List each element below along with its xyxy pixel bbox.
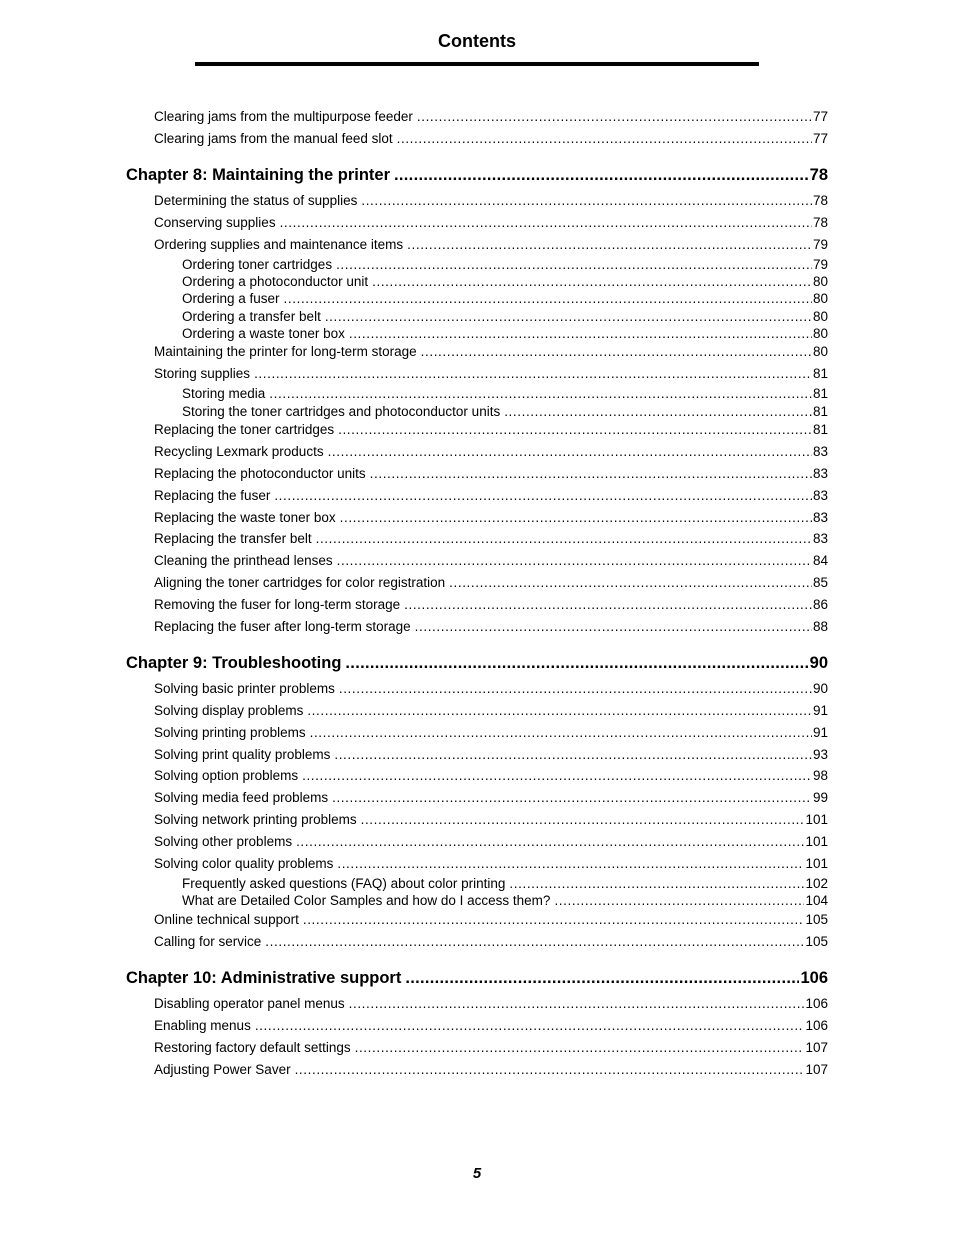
toc-chapter-entry[interactable] — [126, 970, 828, 987]
toc-entry-page: 101 — [805, 856, 828, 871]
dot-leader — [394, 167, 809, 184]
toc-entry[interactable] — [154, 467, 828, 481]
toc-entry[interactable] — [154, 791, 828, 805]
toc-entry-page: 106 — [805, 996, 828, 1011]
toc-entry-title: Solving basic printer problems — [154, 681, 335, 696]
toc-subentry-title: Ordering toner cartridges — [182, 257, 333, 272]
toc-subentry-title: Ordering a transfer belt — [182, 309, 321, 324]
toc-entry-title: Replacing the toner cartridges — [154, 422, 335, 437]
dot-leader — [254, 367, 812, 381]
dot-leader — [509, 877, 804, 891]
toc-entry-title: Solving print quality problems — [154, 747, 331, 762]
toc-entry-page: 90 — [812, 681, 828, 696]
toc-entry-page: 105 — [805, 912, 828, 927]
toc-entry[interactable] — [154, 238, 828, 252]
toc-entry-title: Clearing jams from the manual feed slot — [154, 131, 393, 146]
toc-subentry[interactable] — [182, 387, 828, 401]
toc-entry-title: Adjusting Power Saver — [154, 1062, 291, 1077]
toc-entry-title: Cleaning the printhead lenses — [154, 553, 333, 568]
toc-subentry-page: 80 — [812, 291, 828, 306]
toc-subentry-page: 104 — [805, 893, 828, 908]
toc-entry-title: Replacing the transfer belt — [154, 531, 312, 546]
toc-entry-page: 83 — [812, 444, 828, 459]
dot-leader — [337, 554, 812, 568]
toc-entry[interactable] — [154, 110, 828, 124]
toc-entry[interactable] — [154, 726, 828, 740]
toc-entry[interactable] — [154, 423, 828, 437]
dot-leader — [355, 1041, 805, 1055]
toc-entry[interactable] — [154, 704, 828, 718]
toc-entry-page: 81 — [812, 366, 828, 381]
dot-leader — [372, 275, 812, 289]
dot-leader — [334, 748, 812, 762]
toc-entry-title: Solving printing problems — [154, 725, 306, 740]
toc-entry[interactable] — [154, 489, 828, 503]
toc-entry-title: Solving network printing problems — [154, 812, 357, 827]
toc-entry-page: 105 — [805, 934, 828, 949]
dot-leader — [370, 467, 812, 481]
toc-entry[interactable] — [154, 813, 828, 827]
toc-chapter-page: 90 — [809, 654, 828, 672]
toc-entry[interactable] — [154, 913, 828, 927]
dot-leader — [415, 620, 812, 634]
toc-chapter-page: 106 — [800, 969, 828, 987]
toc-chapter-entry[interactable] — [126, 655, 828, 672]
dot-leader — [336, 258, 812, 272]
dot-leader — [303, 913, 805, 927]
page-title: Contents — [438, 31, 516, 51]
dot-leader — [337, 857, 804, 871]
toc-chapter-title: Chapter 8: Maintaining the printer — [126, 166, 391, 184]
toc-entry[interactable] — [154, 532, 828, 546]
toc-subentry[interactable] — [182, 258, 828, 272]
toc-chapter-entry[interactable] — [126, 167, 828, 184]
toc-subentry-title: Storing the toner cartridges and photoconductor units — [182, 404, 501, 419]
toc-entry-page: 81 — [812, 422, 828, 437]
dot-leader — [316, 532, 812, 546]
dot-leader — [449, 576, 812, 590]
toc-entry-page: 98 — [812, 768, 828, 783]
dot-leader — [504, 405, 812, 419]
dot-leader — [404, 598, 812, 612]
toc-subentry-page: 80 — [812, 309, 828, 324]
toc-subentry-title: Ordering a waste toner box — [182, 326, 345, 341]
toc-subentry-title: Ordering a fuser — [182, 291, 280, 306]
toc-entry[interactable] — [154, 511, 828, 525]
toc-subentry-page: 102 — [805, 876, 828, 891]
toc-entry[interactable] — [154, 367, 828, 381]
dot-leader — [417, 110, 812, 124]
dot-leader — [554, 894, 804, 908]
toc-entry[interactable] — [154, 598, 828, 612]
toc-entry[interactable] — [154, 194, 828, 208]
dot-leader — [332, 791, 812, 805]
toc-subentry-page: 81 — [812, 404, 828, 419]
toc-entry[interactable] — [154, 620, 828, 634]
toc-entry-title: Disabling operator panel menus — [154, 996, 345, 1011]
toc-entry-title: Replacing the fuser after long-term storage — [154, 619, 411, 634]
dot-leader — [421, 345, 812, 359]
toc-entry-title: Conserving supplies — [154, 215, 276, 230]
toc-subentry[interactable] — [182, 877, 828, 891]
toc-entry-title: Maintaining the printer for long-term storage — [154, 344, 417, 359]
toc-entry-page: 83 — [812, 510, 828, 525]
dot-leader — [284, 292, 812, 306]
toc-subentry-page: 80 — [812, 274, 828, 289]
toc-entry-title: Replacing the fuser — [154, 488, 271, 503]
toc-entry-page: 101 — [805, 812, 828, 827]
toc-entry-title: Ordering supplies and maintenance items — [154, 237, 404, 252]
toc-entry-page: 107 — [805, 1040, 828, 1055]
toc-entry-title: Storing supplies — [154, 366, 251, 381]
dot-leader — [296, 835, 804, 849]
toc-entry-title: Solving color quality problems — [154, 856, 334, 871]
toc-entry[interactable] — [154, 132, 828, 146]
toc-entry-title: Clearing jams from the multipurpose feeder — [154, 109, 413, 124]
toc-entry[interactable] — [154, 576, 828, 590]
dot-leader — [269, 387, 812, 401]
dot-leader — [361, 194, 812, 208]
dot-leader — [310, 726, 812, 740]
dot-leader — [338, 423, 812, 437]
toc-chapter-title: Chapter 10: Administrative support — [126, 969, 402, 987]
toc-subentry-page: 80 — [812, 326, 828, 341]
toc-chapter-page: 78 — [809, 166, 828, 184]
dot-leader — [340, 511, 812, 525]
toc-entry-title: Replacing the photoconductor units — [154, 466, 366, 481]
toc-entry-page: 83 — [812, 466, 828, 481]
dot-leader — [339, 682, 812, 696]
toc-subentry-title: Frequently asked questions (FAQ) about color printing — [182, 876, 506, 891]
toc-entry[interactable] — [154, 554, 828, 568]
toc-entry-title: Replacing the waste toner box — [154, 510, 336, 525]
toc-entry-page: 83 — [812, 531, 828, 546]
toc-subentry[interactable] — [182, 292, 828, 306]
toc-subentry[interactable] — [182, 894, 828, 908]
dot-leader — [265, 935, 804, 949]
toc-entry[interactable] — [154, 935, 828, 949]
toc-entry-page: 88 — [812, 619, 828, 634]
toc-entry-page: 91 — [812, 703, 828, 718]
dot-leader — [307, 704, 812, 718]
toc-entry-page: 85 — [812, 575, 828, 590]
toc-entry-title: Solving media feed problems — [154, 790, 329, 805]
toc-subentry[interactable] — [182, 310, 828, 324]
dot-leader — [405, 970, 799, 987]
page-number: 5 — [472, 1165, 482, 1182]
toc-subentry-title: What are Detailed Color Samples and how do I access them? — [182, 893, 551, 908]
toc-entry[interactable] — [154, 835, 828, 849]
toc-entry[interactable] — [154, 1019, 828, 1033]
toc-entry-title: Enabling menus — [154, 1018, 251, 1033]
toc-entry-page: 78 — [812, 215, 828, 230]
toc-entry-title: Restoring factory default settings — [154, 1040, 351, 1055]
toc-entry-page: 99 — [812, 790, 828, 805]
toc-subentry-title: Storing media — [182, 386, 266, 401]
toc-entry[interactable] — [154, 857, 828, 871]
toc-entry-page: 93 — [812, 747, 828, 762]
toc-entry[interactable] — [154, 1041, 828, 1055]
toc-entry[interactable] — [154, 345, 828, 359]
dot-leader — [349, 997, 805, 1011]
toc-entry-title: Solving display problems — [154, 703, 304, 718]
toc-entry-title: Online technical support — [154, 912, 299, 927]
toc-entry[interactable] — [154, 1063, 828, 1077]
dot-leader — [328, 445, 812, 459]
toc-entry[interactable] — [154, 445, 828, 459]
dot-leader — [274, 489, 812, 503]
dot-leader — [295, 1063, 805, 1077]
dot-leader — [302, 769, 812, 783]
toc-subentry-page: 81 — [812, 386, 828, 401]
toc-entry-page: 91 — [812, 725, 828, 740]
toc-entry-title: Removing the fuser for long-term storage — [154, 597, 401, 612]
toc-entry-title: Calling for service — [154, 934, 262, 949]
toc-entry-page: 78 — [812, 193, 828, 208]
dot-leader — [407, 238, 812, 252]
toc-subentry[interactable] — [182, 275, 828, 289]
dot-leader — [325, 310, 812, 324]
toc-entry[interactable] — [154, 216, 828, 230]
toc-chapter-title: Chapter 9: Troubleshooting — [126, 654, 342, 672]
toc-entry-page: 101 — [805, 834, 828, 849]
toc-subentry-title: Ordering a photoconductor unit — [182, 274, 369, 289]
dot-leader — [255, 1019, 805, 1033]
toc-entry-title: Solving option problems — [154, 768, 299, 783]
toc-entry[interactable] — [154, 682, 828, 696]
toc-entry-title: Recycling Lexmark products — [154, 444, 324, 459]
toc-subentry-page: 79 — [812, 257, 828, 272]
dot-leader — [280, 216, 812, 230]
toc-entry-page: 83 — [812, 488, 828, 503]
toc-entry-page: 106 — [805, 1018, 828, 1033]
dot-leader — [361, 813, 805, 827]
toc-entry[interactable] — [154, 997, 828, 1011]
toc-entry-title: Determining the status of supplies — [154, 193, 358, 208]
toc-entry-page: 79 — [812, 237, 828, 252]
toc-entry-page: 86 — [812, 597, 828, 612]
toc-entry-title: Solving other problems — [154, 834, 293, 849]
toc-entry-title: Aligning the toner cartridges for color registration — [154, 575, 446, 590]
toc-entry-page: 77 — [812, 109, 828, 124]
toc-entry-page: 107 — [805, 1062, 828, 1077]
toc-subentry[interactable] — [182, 405, 828, 419]
toc-entry[interactable] — [154, 748, 828, 762]
dot-leader — [397, 132, 812, 146]
toc-entry-page: 77 — [812, 131, 828, 146]
toc-subentry[interactable] — [182, 327, 828, 341]
dot-leader — [349, 327, 812, 341]
dot-leader — [345, 655, 808, 672]
toc-entry-page: 84 — [812, 553, 828, 568]
toc-entry-page: 80 — [812, 344, 828, 359]
toc-entry[interactable] — [154, 769, 828, 783]
